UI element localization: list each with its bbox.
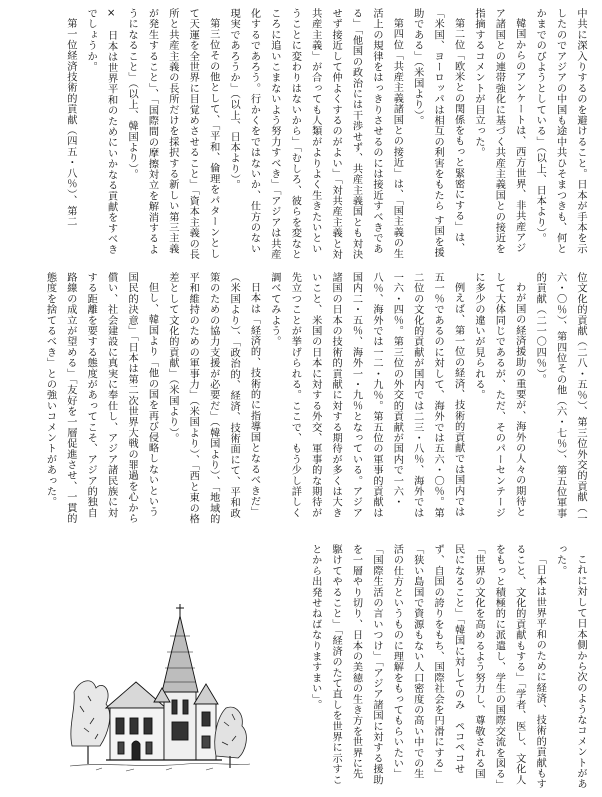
ground — [70, 763, 250, 771]
paragraph: 第二位「欧米との関係をもっと緊密にする」は、「米国、ヨーロッパは相互の利害をもたら す国を援助である」（米国より）。 — [411, 8, 464, 258]
paragraph: 日本は「経済的、技術的に指導国となるべきだ」（米国より）、「政治的、経済、技術面にて、平和政策のための協力支援が必要だ」（韓国より）、「地域的平和維持のための軍事力」（米国より）、「西と東の格差として文化的貢献」（米国より）。 — [166, 272, 260, 525]
paragraph: これに対して日本側から次のようなコメントがあった。 — [554, 544, 586, 790]
paragraph: 中共に深入りするのを避けること。日本が手本を示したのでアジアの中国も途中共ひそまつきも、何とかまでのびようとしている」（以上、日本より）。 — [534, 8, 586, 255]
paragraph: 位文化的貢献（二八・五％）、第三位外交的貢献（一六・〇％）、第四位その他（六・七％）、第五位軍事的貢献（二一〇四％）。 — [534, 272, 586, 524]
middle-text-block — [10, 272, 590, 528]
paragraph: 第一位経済技術的貢献（四五・八％）、第二 — [64, 18, 76, 228]
church-building — [106, 604, 222, 760]
lower-text-block — [268, 544, 590, 790]
paragraph: 韓国からのアンケートは、西方世界、非共産アジア諸国との連帯強化に基づく共産主義国との接近を指摘するコメントが目立った。 — [472, 8, 525, 255]
paragraph: 第四位「共産主義諸国との接近」は、「国主義の生活上の規律をはっきりさせるのには接近すべきである」「他国の政治には干渉せず、共産主義国とも対決せず接近して仲よくするのがよい」「対共産主義と対共産主義」が合っても人類がよりよく生きたいということに変わりはないから」「むしろ、彼らを変なところに追いこまないよう努力すべき」「アジアは共産化するであろう。行かくをではないか、仕方のない現実であろうか」（以上、日本より）。 — [228, 8, 403, 260]
paragraph: 但し、韓国より「他の国を再び侵略しないという国民的決意」「日本は第二次世界大戦の罪過を心から償い、社会建設に真実に奉仕し、アジア諸民族に対する距離を要する態度があってこそ、アジア的独自路線の成立が望める」「友好を一層促進させ、一貫的態度を捨てるべき」との強いコメントがあった。 — [44, 272, 158, 524]
paragraph: 例えば、第一位の経済、技術的貢献では国内では五一％であるのに対して、海外では五六・〇％。第二位の文化的貢献が国内では二三・八％、海外では一六・四％。第三位の外交的貢献が国内で一六・八％、海外では一二・九％。第五位の軍事的貢献は国内二・五％、海外一・九％となっている。アジア諸国の日本の技術的貢献に対する期待が多くは大きいこと、米国の日本に対する外交、軍事的な期待が先立つことが挙げられる。ここで、もう少し詳しく調べてみよう。 — [268, 272, 464, 519]
upper-text-block — [10, 8, 590, 260]
tree-right — [215, 707, 247, 768]
paragraph: 第三位その他として、「平和、倫理をパターンとして天運を全世界に目覚めさせること」「資本主義の長所と共産主義の長所だけを採択する新しい第三主義が発生すること」、「国際間の摩擦対立を解消するようになること」（以上、韓国より）。 — [126, 8, 219, 260]
question-heading: × 日本は世界平和のためにいかなる貢献をすべきでしょうか。 — [85, 8, 117, 255]
paragraph: わが国の経済援助の重要が、海外の人々の期待として大体同じであるが、ただ、そのパーセンテージに多少の違いが見られる。 — [472, 272, 525, 519]
paragraph: 「日本は世界平和のために経済、技術的貢献もすること、文化的貢献もする」「学者、医し、文化人をもっと積極的に派遣し、学生の国際交流を図る」「世界の文化を高めるよう努力し、尊敬される国民になること」「韓国に対してのみ ペコペコせず、自国の誇りをもち、国際社会を円滑にする」「狭い島国で資源もない人口密度の高い中での生活の仕方というものに理解をもってもらいたい」「国際生活の言いつけ」「アジア諸国に対する援助を一層やり切り、日本の美徳の生き方を世界に先駆けてやること」「経済のたて直しを世界に示すことから出発せねばなりますまい」。 — [309, 544, 546, 790]
tree-left — [71, 681, 110, 764]
church-illustration — [66, 596, 254, 774]
